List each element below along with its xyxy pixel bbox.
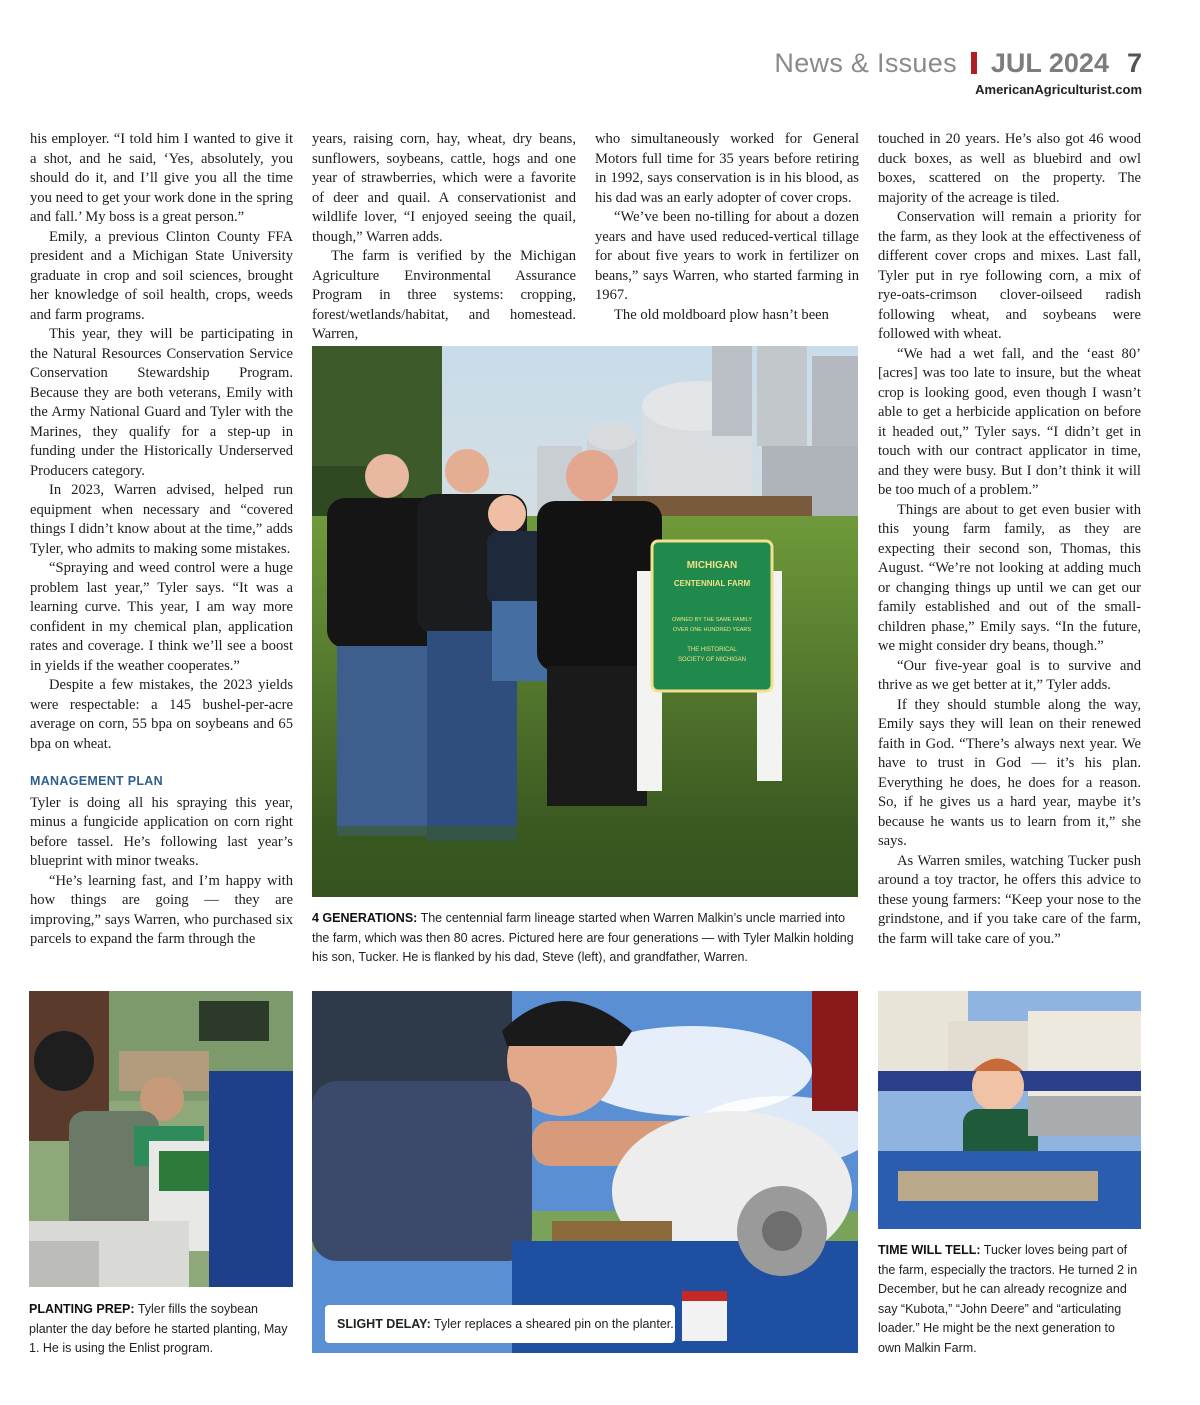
time-will-tell-photo <box>878 991 1141 1229</box>
paragraph: years, raising corn, hay, wheat, dry beans, sunflowers, soybeans, cattle, hogs and one year of strawberries, which were a favorite of deer and quail. A conservationist and wildlife lover, “I enjoyed seeing the quail, though,” Warren adds. <box>312 131 576 245</box>
paragraph: Tyler is doing all his spraying this year, minus a fungicide application on corn right before tassel. He’s following last year’s blueprint with minor tweaks. <box>30 794 293 869</box>
article-column-2 <box>312 130 576 345</box>
paragraph: If they should stumble along the way, Emily says they will lean on their renewed faith in God. “There’s always next year. We have to trust in God — it’s his plan. Everything he does, he does for a reason. So, if he gives us a hard year, maybe it’s because he wants us to learn from it,” she says. <box>878 696 1141 849</box>
paragraph: Despite a few mistakes, the 2023 yields were respectable: a 145 bushel-per-acre average on corn, 55 bpa on soybeans and 65 bpa on wheat. <box>30 677 293 752</box>
sign-text: CENTENNIAL FARM <box>673 579 751 588</box>
paragraph: “Spraying and weed control were a huge problem last year,” Tyler says. “It was a learning curve. This year, I am way more confident in my chemical plan, application rates and coverage. I think we’ll see a boost in yields if the weather cooperates.” <box>30 560 293 674</box>
paragraph: “Our five-year goal is to survive and thrive as we get better at it,” Tyler adds. <box>878 657 1141 693</box>
header-divider <box>971 52 977 74</box>
caption-text: Tyler fills the soybean planter the day before he started planting, May 1. He is using the Enlist program. <box>29 1302 288 1355</box>
caption-label: TIME WILL TELL: <box>878 1243 981 1257</box>
paragraph: touched in 20 years. He’s also got 46 wood duck boxes, as well as bluebird and owl boxes, scattered on the property. The majority of the acreage is tiled. <box>878 131 1141 206</box>
paragraph: who simultaneously worked for General Motors full time for 35 years before retiring in 1992, says conservation is in his blood, as his dad was an early adopter of cover crops. <box>595 131 859 206</box>
issue-date: JUL 2024 <box>990 47 1109 78</box>
caption-text: Tucker loves being part of the farm, especially the tractors. He turned 2 in December, but he can already recognize and say “Kubota,” “John Deere” and “articulating loader.” He might be the next generation to own Malkin Farm. <box>878 1243 1138 1355</box>
page-number: 7 <box>1126 47 1142 78</box>
paragraph: This year, they will be participating in the Natural Resources Conservation Service Conservation Stewardship Program. Because they are both veterans, Emily with the Army National Guard and Tyler with the Marines, they qualify for a step-up in funding under the Historically Underserved Producers category. <box>30 326 293 479</box>
page-header <box>774 44 1142 82</box>
caption-label: SLIGHT DELAY: <box>337 1317 431 1331</box>
section-name: News & Issues <box>774 47 957 78</box>
paragraph: As Warren smiles, watching Tucker push around a toy tractor, he offers this advice to these young farmers: “Keep your nose to the grindstone, and if you take care of the farm, the farm will take care of you.” <box>878 852 1141 947</box>
slight-delay-caption <box>325 1305 675 1343</box>
paragraph: “We had a wet fall, and the ‘east 80’ [acres] was too late to insure, but the wheat crop is looking good, even though I wasn’t able to get a herbicide application on before it headed out,” Tyler says. “I didn’t get in touch with our contract applicator in time, and they were busy. But I don’t think it will be too much of a problem.” <box>878 345 1141 498</box>
article-column-3 <box>595 130 859 325</box>
sign-text: OWNED BY THE SAME FAMILY <box>671 617 753 623</box>
slight-delay-photo <box>312 991 858 1353</box>
paragraph: Things are about to get even busier with this young farm family, as they are expecting their second son, Thomas, this August. “We’re not looking at adding much or changing things up until we can get our family established and out of the small-children phase,” Emily says. “In the future, we might consider dry beans, though.” <box>878 501 1141 654</box>
planting-prep-caption <box>29 1300 293 1359</box>
paragraph: his employer. “I told him I wanted to give it a shot, and he said, ‘Yes, absolutely, you should do it, and I’ll give you all the time you need to get your work done in the spring and fall.’ My boss is a great person.” <box>30 131 293 225</box>
caption-text: The centennial farm lineage started when Warren Malkin’s uncle married into the farm, which was then 80 acres. Pictured here are four generations — with Tyler Malkin holding his son, Tucker. He is flanked by his dad, Steve (left), and grandfather, Warren. <box>312 911 854 964</box>
sign-text: OVER ONE HUNDRED YEARS <box>672 627 752 633</box>
paragraph: In 2023, Warren advised, helped run equipment when necessary and “covered things I didn’t know about at the time,” adds Tyler, who admits to making some mistakes. <box>30 482 293 557</box>
paragraph: Emily, a previous Clinton County FFA president and a Michigan State University graduate in crop and soil sciences, brought her knowledge of soil health, crops, weeds and farm programs. <box>30 228 293 323</box>
paragraph: “We’ve been no-tilling for about a dozen years and have used reduced-vertical tillage for about five years to work in fertilizer on beans,” says Warren, who started farming in 1967. <box>595 209 859 303</box>
website-link[interactable]: AmericanAgriculturist.com <box>975 82 1142 97</box>
paragraph: The farm is verified by the Michigan Agriculture Environmental Assurance Program in three systems: cropping, forest/wetlands/habitat, and homestead. Warren, <box>312 248 576 342</box>
four-generations-caption <box>312 909 858 968</box>
subhead-management-plan: MANAGEMENT PLAN <box>30 774 163 788</box>
caption-label: PLANTING PREP: <box>29 1302 135 1316</box>
caption-label: 4 GENERATIONS: <box>312 911 418 925</box>
paragraph: Conservation will remain a priority for the farm, as they look at the effectiveness of different cover crops and mixes. Last fall, Tyler put in rye following corn, a mix of rye-oats-crimson clover-oilseed radish following wheat, and soybeans were followed with wheat. <box>878 209 1141 342</box>
paragraph: “He’s learning fast, and I’m happy with how things are going — they are improving,” says Warren, who purchased six parcels to expand the farm through the <box>30 872 293 947</box>
sign-text: SOCIETY OF MICHIGAN <box>678 657 746 663</box>
caption-text: Tyler replaces a sheared pin on the planter. <box>434 1317 674 1331</box>
sign-text: MICHIGAN <box>686 560 738 571</box>
article-column-4 <box>878 130 1141 949</box>
time-will-tell-caption <box>878 1241 1141 1358</box>
sign-text: THE HISTORICAL <box>687 647 737 653</box>
planting-prep-photo <box>29 991 293 1287</box>
four-generations-photo <box>312 346 858 897</box>
paragraph: The old moldboard plow hasn’t been <box>614 306 829 323</box>
article-column-1 <box>30 130 293 950</box>
